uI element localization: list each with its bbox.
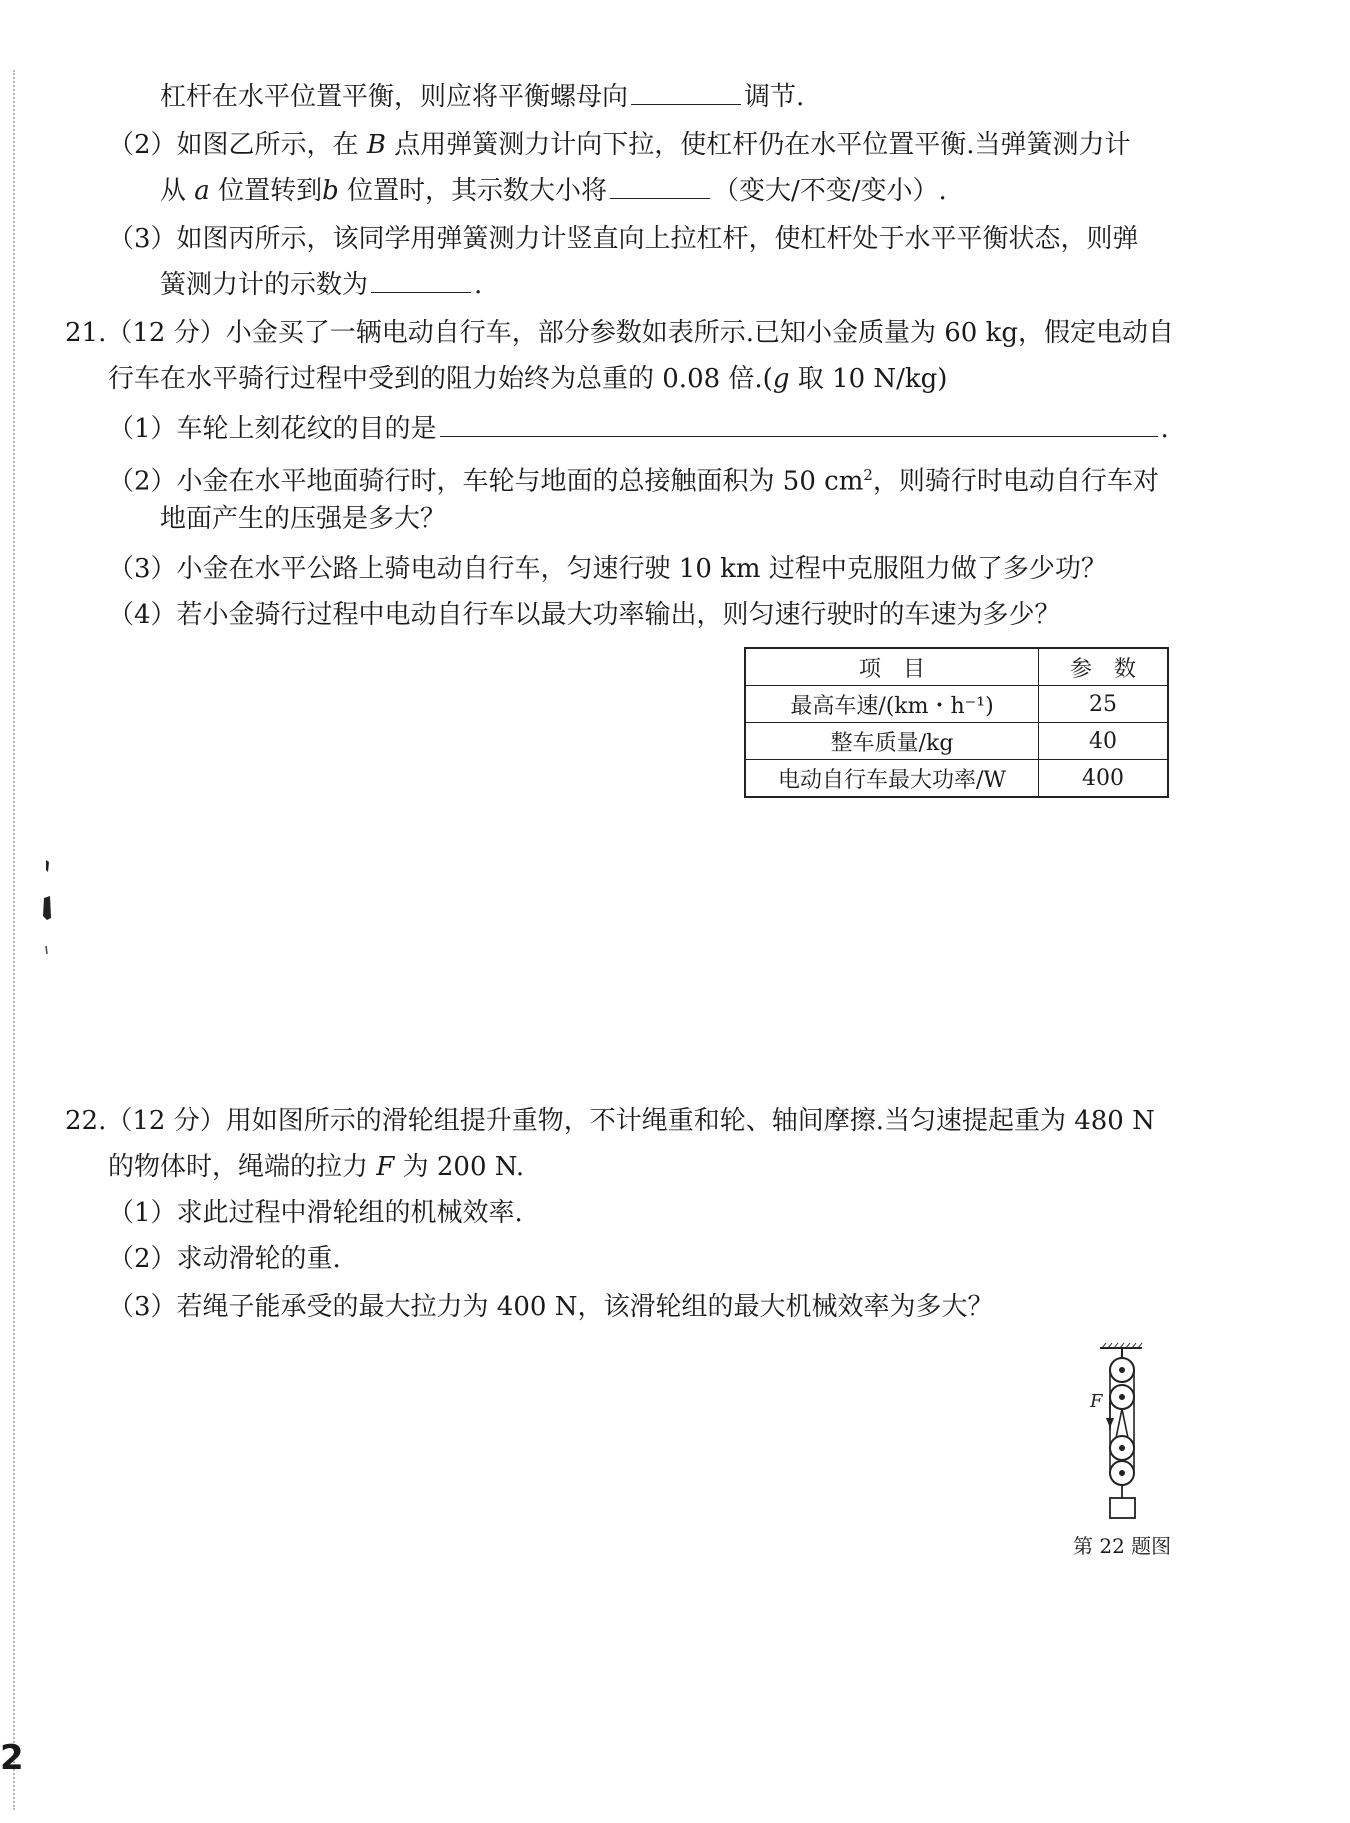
q21-heading-line-2 <box>108 362 947 396</box>
q21-part-2-line-2 <box>160 502 446 536</box>
q20-line-1-text: 杠杆在水平位置平衡，则应将平衡螺母向 <box>160 82 629 112</box>
point-b-label: B <box>366 130 386 160</box>
q20-p3-text-c: . <box>474 270 483 300</box>
q21-heading-text-b3: 取 10 N/kg) <box>797 364 948 394</box>
scan-artifact-mark <box>40 858 60 968</box>
q21-p2-text-c: 地面产生的压强是多大？ <box>160 504 447 534</box>
binding-margin-dotted-line <box>13 70 15 1810</box>
table-cell-value: 40 <box>1039 723 1169 760</box>
q20-p2-text-i: （变大/不变/变小）. <box>713 176 947 206</box>
force-f-label: F <box>1090 1391 1103 1412</box>
q20-p3-text-b: 簧测力计的示数为 <box>160 270 369 300</box>
table-row <box>745 686 1168 723</box>
q22-p3-text: （3）若绳子能承受的最大拉力为 400 N，该滑轮组的最大机械效率为多大？ <box>108 1292 994 1322</box>
q20-line-1-end: 调节. <box>744 82 805 112</box>
q21-part-3 <box>108 552 1107 586</box>
q20-p2-text-c: 点用弹簧测力计向下拉，使杠杆仍在水平位置平衡.当弹簧测力计 <box>394 130 1131 160</box>
q21-p3-text: （3）小金在水平公路上骑电动自行车，匀速行驶 10 km 过程中克服阻力做了多少功？ <box>108 554 1107 584</box>
q20-p2-text-f: 位置转到 <box>218 176 323 206</box>
fixed-pulley-upper <box>1110 1358 1134 1382</box>
table-cell-value: 25 <box>1039 686 1169 723</box>
q21-p1-text: （1）车轮上刻花纹的目的是 <box>108 414 437 444</box>
q21-heading-line-1 <box>65 316 1174 350</box>
q20-part-2-line-1 <box>108 128 1130 162</box>
q20-part-2-line-2 <box>160 172 947 208</box>
q20-line-1 <box>160 78 804 114</box>
q20-p2-text-a: （2）如图乙所示，在 <box>108 130 359 160</box>
page-number: 2 <box>0 1738 24 1778</box>
q22-heading-text-b3: 为 200 N. <box>402 1152 525 1182</box>
q20-p2-text-h: 位置时，其示数大小将 <box>347 176 608 206</box>
q22-heading-line-1 <box>65 1104 1155 1138</box>
position-b-label: b <box>322 176 339 206</box>
q21-heading-text-a: 21.（12 分）小金买了一辆电动自行车，部分参数如表所示.已知小金质量为 60 kg，假定电动自 <box>65 318 1174 348</box>
q21-part-2-line-1 <box>108 458 1159 499</box>
table-header-param: 参 数 <box>1039 648 1169 686</box>
table-cell-item: 电动自行车最大功率/W <box>745 760 1039 798</box>
q21-part-4 <box>108 598 1061 632</box>
figure-caption: 第 22 题图 <box>1073 1534 1172 1558</box>
table-row <box>745 723 1168 760</box>
table-cell-item: 最高车速/(km・h⁻¹) <box>745 686 1039 723</box>
q21-heading-text-b1: 行车在水平骑行过程中受到的阻力始终为总重的 0.08 倍.( <box>108 364 773 394</box>
q20-p3-text-a: （3）如图丙所示，该同学用弹簧测力计竖直向上拉杠杆，使杠杆处于水平平衡状态，则弹 <box>108 224 1139 254</box>
answer-blank[interactable] <box>610 172 710 199</box>
force-arrow-icon <box>1106 1418 1114 1428</box>
gravity-symbol: g <box>772 364 790 394</box>
q22-heading-line-2 <box>108 1150 524 1184</box>
q22-part-1 <box>108 1196 523 1230</box>
answer-blank[interactable] <box>631 78 741 105</box>
squared-superscript: 2 <box>863 466 873 484</box>
movable-pulley-upper <box>1110 1436 1134 1460</box>
table-header-row <box>745 648 1168 686</box>
q22-heading-text-a: 22.（12 分）用如图所示的滑轮组提升重物，不计绳重和轮、轴间摩擦.当匀速提起重为 480 N <box>65 1106 1155 1136</box>
q20-part-3-line-2 <box>160 266 482 302</box>
q22-p1-text: （1）求此过程中滑轮组的机械效率. <box>108 1198 523 1228</box>
q21-p1-end: . <box>1160 414 1169 444</box>
fixed-pulley-lower <box>1110 1385 1134 1409</box>
q21-p2-text-a: （2）小金在水平地面骑行时，车轮与地面的总接触面积为 50 cm <box>108 466 864 497</box>
answer-blank-long[interactable] <box>440 410 1158 437</box>
q21-part-1 <box>108 410 1169 446</box>
q21-p2-text-b: ，则骑行时电动自行车对 <box>872 466 1159 497</box>
q22-heading-text-b1: 的物体时，绳端的拉力 <box>108 1152 369 1182</box>
position-a-label: a <box>194 176 210 206</box>
table-header-item: 项 目 <box>745 648 1039 686</box>
table-cell-item: 整车质量/kg <box>745 723 1039 760</box>
bicycle-parameter-table <box>744 647 1169 798</box>
q21-p4-text: （4）若小金骑行过程中电动自行车以最大功率输出，则匀速行驶时的车速为多少？ <box>108 600 1061 630</box>
q20-part-3-line-1 <box>108 222 1139 256</box>
q20-p2-text-d: 从 <box>160 176 187 206</box>
movable-pulley-lower <box>1110 1461 1134 1485</box>
force-f-symbol: F <box>376 1152 395 1182</box>
table-cell-value: 400 <box>1039 760 1169 798</box>
table-row <box>745 760 1168 798</box>
answer-blank[interactable] <box>371 266 471 293</box>
load-block <box>1110 1498 1135 1518</box>
q22-p2-text: （2）求动滑轮的重. <box>108 1244 341 1274</box>
q22-part-2 <box>108 1242 341 1276</box>
pulley-system-diagram <box>1078 1340 1158 1525</box>
q22-part-3 <box>108 1290 993 1324</box>
